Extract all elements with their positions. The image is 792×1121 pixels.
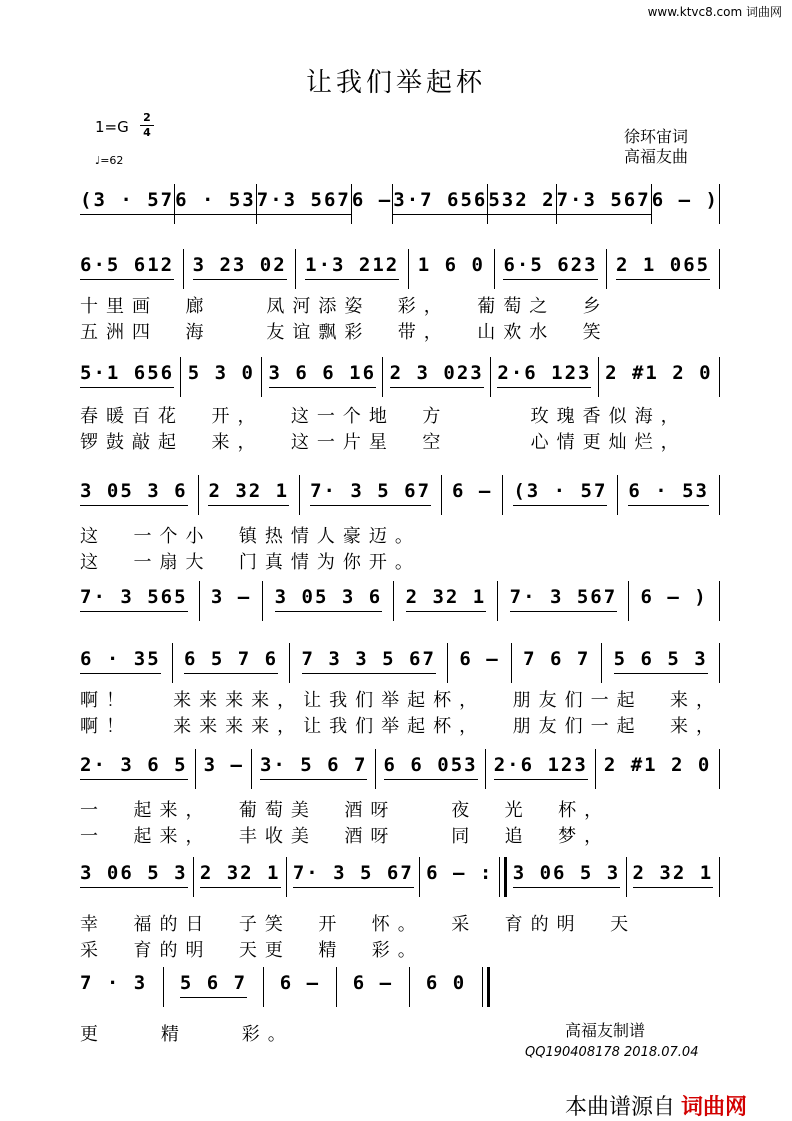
barline — [251, 749, 252, 789]
measure: 7· 3 5 67 — [292, 862, 414, 884]
measure: 3 – — [210, 586, 252, 608]
measure: 3·7 656 — [393, 189, 488, 211]
barline — [172, 643, 173, 683]
barline — [382, 357, 383, 397]
lyric-line: 采 育的明 天更 精 彩。 — [80, 940, 424, 961]
measure: 7 · 3 — [80, 972, 148, 994]
lyric-line: 一 起来， 葡萄美 酒呀 夜 光 杯， — [80, 800, 611, 821]
barline — [719, 249, 720, 289]
measure: 2·6 123 — [497, 362, 592, 384]
measure: 3 06 5 3 — [512, 862, 621, 884]
notation-row-2 — [80, 248, 720, 290]
measure: 1·3 212 — [305, 254, 400, 276]
lyric-line: 更 精 彩。 — [80, 1024, 294, 1045]
barline — [289, 643, 290, 683]
composer: 高福友曲 — [624, 147, 689, 166]
barline — [511, 643, 512, 683]
lyric-line: 幸 福的日 子笑 开 怀。 采 育的明 天 — [80, 914, 637, 935]
lyric-line: 这 一个小 镇热情人豪迈。 — [80, 526, 421, 547]
notation-row-5 — [80, 580, 720, 622]
barline — [447, 643, 448, 683]
barline — [193, 857, 194, 897]
lyric-line: 这 一扇大 门真情为你开。 — [80, 552, 421, 573]
barline — [163, 967, 164, 1007]
lyric-line: 锣鼓敲起 来， 这一片星 空 心情更灿烂， — [80, 432, 687, 453]
notation-row-4 — [80, 474, 720, 516]
barline — [719, 184, 720, 224]
measure: 2 #1 2 0 — [603, 754, 712, 776]
measure: 3 06 5 3 — [80, 862, 188, 884]
measure: 6 – ) — [640, 586, 708, 608]
barline — [393, 581, 394, 621]
measure: 6 – : — [426, 862, 494, 884]
barline — [198, 475, 199, 515]
measure: 2·6 123 — [493, 754, 588, 776]
notation-row-3 — [80, 356, 720, 398]
final-barline — [482, 967, 490, 1007]
measure: 3 – — [203, 754, 244, 776]
barline — [494, 249, 495, 289]
measure: 6 – — [352, 972, 394, 994]
barline — [295, 249, 296, 289]
measure: 6 · 35 — [80, 648, 161, 670]
measure: 6 – — [279, 972, 321, 994]
measure: 6 – — [459, 648, 500, 670]
notation-row-1 — [80, 183, 720, 225]
transcriber-credit: 高福友制谱 — [565, 1021, 646, 1040]
barline — [502, 475, 503, 515]
measure: 2 1 065 — [616, 254, 711, 276]
measure: 5 3 0 — [187, 362, 255, 384]
measure: 2 3 023 — [389, 362, 484, 384]
key-signature: 1=G — [95, 118, 129, 136]
measure: 7· 3 5 67 — [310, 480, 432, 502]
source-label: 本曲谱源自 — [565, 1095, 676, 1120]
barline — [490, 357, 491, 397]
barline — [262, 581, 263, 621]
measure: 6 5 7 6 — [184, 648, 279, 670]
barline — [719, 581, 720, 621]
barline — [719, 643, 720, 683]
measure: 7 6 7 — [523, 648, 591, 670]
measure: 7· 3 567 — [509, 586, 618, 608]
measure: 7 3 3 5 67 — [301, 648, 436, 670]
measure: 6 – — [351, 189, 393, 211]
barline — [195, 749, 196, 789]
time-sig-bottom: 4 — [143, 126, 151, 139]
measure: 1 6 0 — [417, 254, 485, 276]
lyric-line: 十里画 廊 凤河添姿 彩， 葡萄之 乡 — [80, 296, 609, 317]
tempo-mark: ♩=62 — [95, 154, 124, 167]
measure: 5·1 656 — [80, 362, 175, 384]
barline — [183, 249, 184, 289]
barline — [719, 749, 720, 789]
repeat-barline — [499, 857, 507, 897]
barline — [419, 857, 420, 897]
barline — [595, 749, 596, 789]
barline — [719, 857, 720, 897]
lyricist: 徐环宙词 — [624, 127, 689, 146]
measure: 2· 3 6 5 — [80, 754, 188, 776]
measure: (3 · 57 — [513, 480, 608, 502]
source-banner[interactable] — [565, 1090, 747, 1121]
measure: 2 32 1 — [405, 586, 487, 608]
barline — [719, 475, 720, 515]
notation-row-6 — [80, 642, 720, 684]
measure: 5 6 5 3 — [613, 648, 708, 670]
barline — [617, 475, 618, 515]
measure: 7·3 567 — [256, 189, 351, 211]
barline — [180, 357, 181, 397]
measure: 7·3 567 — [556, 189, 651, 211]
measure: 532 2 — [488, 189, 556, 211]
barline — [628, 581, 629, 621]
measure: 6 · 53 — [628, 480, 709, 502]
lyric-line: 春暖百花 开， 这一个地 方 玫瑰香似海， — [80, 406, 687, 427]
measure: 6 0 — [425, 972, 467, 994]
barline — [261, 357, 262, 397]
measure: 3 05 3 6 — [274, 586, 383, 608]
measure: 2 32 1 — [208, 480, 290, 502]
song-title: 让我们举起杯 — [305, 68, 486, 98]
barline — [408, 249, 409, 289]
barline — [606, 249, 607, 289]
measure: 2 32 1 — [199, 862, 281, 884]
barline — [497, 581, 498, 621]
barline — [286, 857, 287, 897]
lyric-line: 五洲四 海 友谊飘彩 带， 山欢水 笑 — [80, 322, 609, 343]
notation-row-9 — [80, 966, 490, 1008]
barline — [375, 749, 376, 789]
barline — [299, 475, 300, 515]
measure: 3· 5 6 7 — [259, 754, 368, 776]
source-brand[interactable]: 词曲网 — [681, 1095, 748, 1120]
time-signature — [140, 112, 154, 139]
measure: 2 #1 2 0 — [605, 362, 713, 384]
lyric-line: 一 起来， 丰收美 酒呀 同 追 梦， — [80, 826, 611, 847]
qq-date: QQ190408178 2018.07.04 — [525, 1045, 699, 1060]
measure: 6 – — [452, 480, 493, 502]
barline — [336, 967, 337, 1007]
measure: 5 6 7 — [179, 972, 248, 994]
notation-row-8 — [80, 856, 720, 898]
measure: 6 6 053 — [383, 754, 478, 776]
site-url[interactable]: www.ktvc8.com 词曲网 — [647, 5, 782, 19]
barline — [485, 749, 486, 789]
barline — [601, 643, 602, 683]
barline — [719, 357, 720, 397]
barline — [441, 475, 442, 515]
barline — [199, 581, 200, 621]
barline — [626, 857, 627, 897]
measure: (3 · 57 — [80, 189, 175, 211]
measure: 3 05 3 6 — [80, 480, 188, 502]
measure: 2 32 1 — [632, 862, 714, 884]
lyric-line: 啊！ 来来来来，让我们举起杯， 朋友们一起 来， — [80, 690, 723, 711]
barline — [409, 967, 410, 1007]
measure: 3 6 6 16 — [268, 362, 377, 384]
notation-row-7 — [80, 748, 720, 790]
measure: 3 23 02 — [192, 254, 287, 276]
measure: 6 – ) — [651, 189, 719, 211]
barline — [598, 357, 599, 397]
measure: 6 · 53 — [175, 189, 256, 211]
time-sig-top: 2 — [143, 111, 151, 124]
measure: 6·5 623 — [503, 254, 598, 276]
measure: 6·5 612 — [80, 254, 175, 276]
measure: 7· 3 565 — [80, 586, 188, 608]
lyric-line: 啊！ 来来来来，让我们举起杯， 朋友们一起 来， — [80, 716, 723, 737]
barline — [263, 967, 264, 1007]
